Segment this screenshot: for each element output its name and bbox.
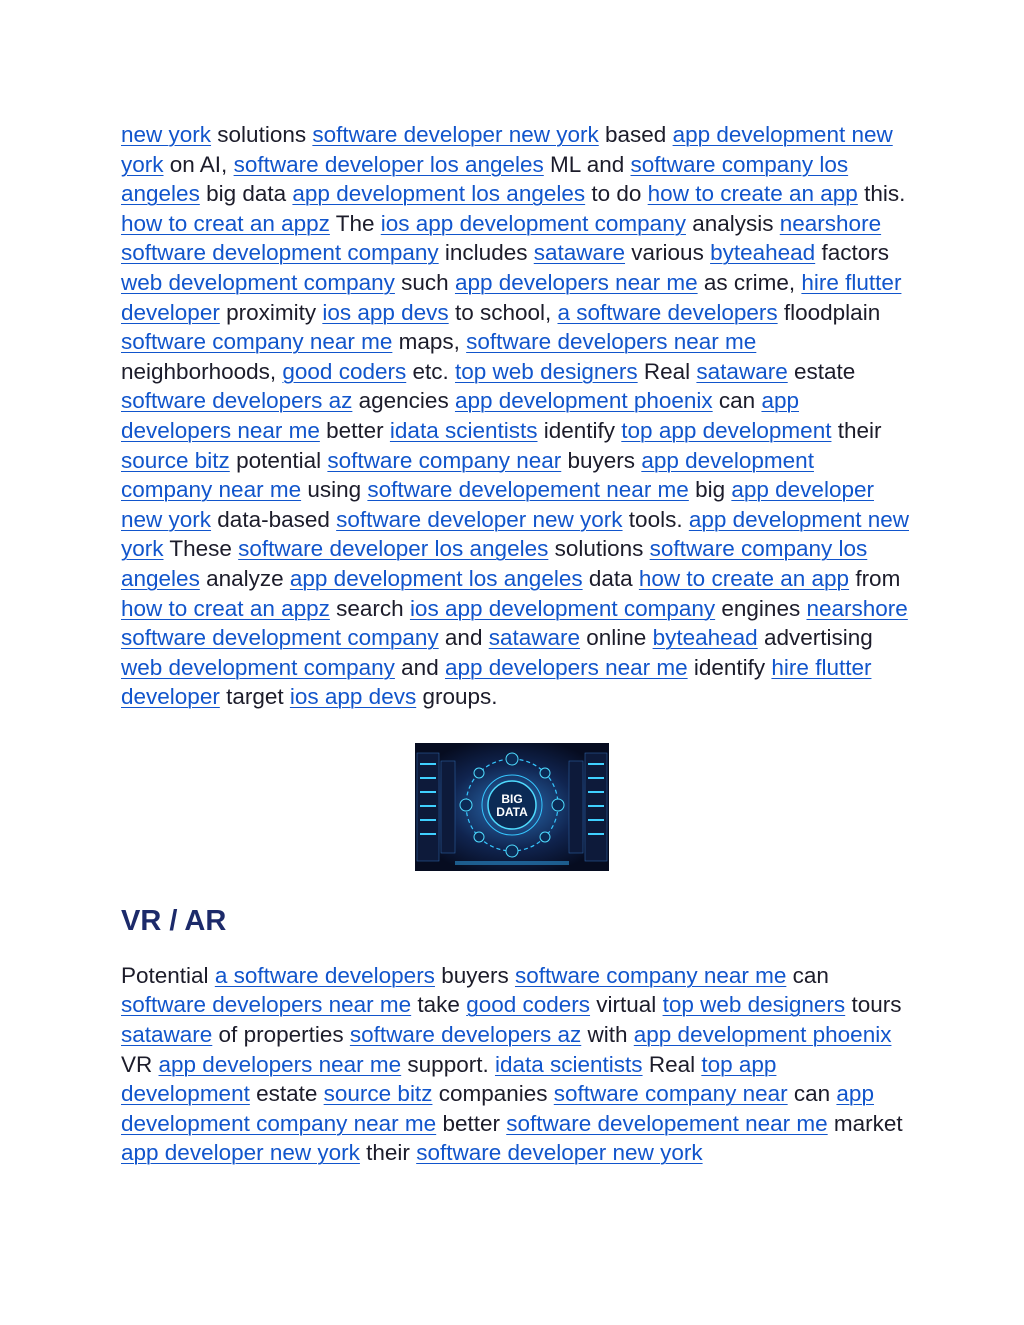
body-text: their bbox=[831, 417, 882, 443]
inline-link[interactable]: ios app development company bbox=[380, 210, 686, 236]
body-text: from bbox=[849, 565, 901, 591]
inline-link[interactable]: good coders bbox=[466, 992, 591, 1018]
body-text: and bbox=[394, 654, 445, 680]
document-page bbox=[121, 120, 911, 1168]
inline-link[interactable]: byteahead bbox=[652, 625, 758, 651]
body-text: better bbox=[319, 417, 390, 443]
inline-link[interactable]: app developer new york bbox=[121, 1140, 360, 1166]
body-text: buyers bbox=[561, 447, 642, 473]
inline-link[interactable]: software company near bbox=[553, 1081, 788, 1107]
big-data-illustration-icon bbox=[415, 743, 609, 871]
inline-link[interactable]: software developer new york bbox=[336, 506, 623, 532]
body-text: These bbox=[163, 536, 239, 562]
body-text: Potential bbox=[121, 962, 215, 988]
inline-link[interactable]: software developers az bbox=[349, 1022, 582, 1048]
inline-link[interactable]: software developement near me bbox=[506, 1110, 828, 1136]
body-text: agencies bbox=[352, 388, 455, 414]
inline-link[interactable]: app development los angeles bbox=[292, 181, 586, 207]
inline-link[interactable]: software developer los angeles bbox=[233, 151, 544, 177]
inline-link[interactable]: software developers near me bbox=[121, 992, 412, 1018]
inline-link[interactable]: top web designers bbox=[662, 992, 846, 1018]
inline-link[interactable]: idata scientists bbox=[494, 1051, 643, 1077]
inline-link[interactable]: byteahead bbox=[710, 240, 816, 266]
body-text: support. bbox=[401, 1051, 495, 1077]
body-text: to do bbox=[585, 181, 648, 207]
inline-link[interactable]: app developer new york bbox=[121, 477, 874, 532]
body-text: as crime, bbox=[697, 269, 802, 295]
inline-link[interactable]: app developers near me bbox=[454, 269, 698, 295]
body-text: analyze bbox=[199, 565, 290, 591]
body-text: includes bbox=[438, 240, 534, 266]
inline-link[interactable]: software developers near me bbox=[466, 329, 757, 355]
body-text: estate bbox=[787, 358, 856, 384]
inline-link[interactable]: how to create an app bbox=[638, 565, 850, 591]
inline-link[interactable]: app development new york bbox=[121, 506, 909, 562]
body-text: identify bbox=[687, 654, 772, 680]
inline-link[interactable]: sataware bbox=[696, 358, 788, 384]
inline-link[interactable]: hire flutter developer bbox=[121, 269, 902, 325]
inline-link[interactable]: good coders bbox=[282, 358, 407, 384]
body-text: etc. bbox=[406, 358, 456, 384]
body-text: factors bbox=[815, 240, 889, 266]
inline-link[interactable]: ios app devs bbox=[322, 299, 449, 325]
inline-link[interactable]: top app development bbox=[621, 417, 832, 443]
body-text: can bbox=[786, 962, 829, 988]
inline-link[interactable]: source bitz bbox=[121, 447, 230, 473]
inline-link[interactable]: top app development bbox=[121, 1051, 777, 1107]
inline-link[interactable]: ios app development company bbox=[409, 595, 716, 621]
body-text: can bbox=[712, 388, 762, 414]
svg-text:DATA: DATA bbox=[496, 804, 528, 819]
inline-link[interactable]: how to creat an appz bbox=[121, 595, 330, 621]
inline-link[interactable]: ios app devs bbox=[289, 684, 417, 710]
inline-link[interactable]: idata scientists bbox=[389, 417, 538, 443]
body-text: Real bbox=[637, 358, 697, 384]
body-text: to school, bbox=[448, 299, 558, 325]
body-text: analysis bbox=[685, 210, 780, 236]
inline-link[interactable]: software developers az bbox=[121, 388, 353, 414]
inline-link[interactable]: web development company bbox=[121, 654, 395, 680]
figure-container bbox=[121, 743, 911, 873]
body-text: better bbox=[436, 1110, 507, 1136]
inline-link[interactable]: app development phoenix bbox=[633, 1022, 892, 1048]
body-text: based bbox=[598, 122, 673, 147]
inline-link[interactable]: app development phoenix bbox=[454, 388, 713, 414]
inline-link[interactable]: source bitz bbox=[323, 1081, 433, 1107]
inline-link[interactable]: app development new york bbox=[121, 122, 893, 177]
body-text: floodplain bbox=[777, 299, 881, 325]
body-text: online bbox=[580, 625, 653, 651]
inline-link[interactable]: software company near bbox=[327, 447, 562, 473]
body-text: virtual bbox=[590, 992, 663, 1018]
body-text: various bbox=[625, 240, 711, 266]
body-text: VR bbox=[121, 1051, 159, 1077]
inline-link[interactable]: software developement near me bbox=[367, 477, 689, 503]
inline-link[interactable]: top web designers bbox=[455, 358, 638, 384]
body-text: data-based bbox=[211, 506, 337, 532]
inline-link[interactable]: a software developers bbox=[214, 962, 435, 988]
inline-link[interactable]: app development company near me bbox=[121, 447, 814, 503]
body-text: maps, bbox=[392, 329, 467, 355]
body-text: this. bbox=[857, 181, 906, 207]
inline-link[interactable]: nearshore software development company bbox=[121, 210, 882, 266]
body-text: The bbox=[329, 210, 381, 236]
paragraph-2 bbox=[121, 961, 911, 1168]
inline-link[interactable]: hire flutter developer bbox=[121, 654, 872, 710]
inline-link[interactable]: app development los angeles bbox=[289, 565, 583, 591]
inline-link[interactable]: how to creat an appz bbox=[121, 210, 330, 236]
body-text: big bbox=[688, 477, 732, 503]
inline-link[interactable]: software company los angeles bbox=[121, 151, 849, 207]
inline-link[interactable]: app developers near me bbox=[444, 654, 688, 680]
body-text: target bbox=[219, 684, 290, 710]
body-text: engines bbox=[715, 595, 807, 621]
body-text: such bbox=[394, 269, 455, 295]
body-text: buyers bbox=[434, 962, 515, 988]
inline-link[interactable]: app development company near me bbox=[121, 1081, 874, 1136]
inline-link[interactable]: app developers near me bbox=[121, 388, 799, 443]
body-text: and bbox=[438, 625, 489, 651]
paragraph-1 bbox=[121, 120, 911, 712]
inline-link[interactable]: software company los angeles bbox=[121, 536, 868, 591]
inline-link[interactable]: software company near me bbox=[514, 962, 787, 988]
body-text: can bbox=[787, 1081, 837, 1107]
inline-link[interactable]: software developer los angeles bbox=[238, 536, 549, 562]
inline-link[interactable]: software developer new york bbox=[416, 1140, 703, 1166]
svg-text:BIG: BIG bbox=[501, 791, 523, 806]
inline-link[interactable]: new york bbox=[121, 122, 212, 147]
inline-link[interactable]: app developers near me bbox=[158, 1051, 402, 1077]
body-text: potential bbox=[229, 447, 328, 473]
body-text: with bbox=[581, 1022, 634, 1048]
body-text: using bbox=[301, 477, 368, 503]
body-text: of properties bbox=[212, 1022, 350, 1048]
inline-link[interactable]: nearshore software development company bbox=[121, 595, 908, 651]
inline-link[interactable]: software developer new york bbox=[312, 122, 599, 147]
body-text: tours bbox=[845, 992, 902, 1018]
inline-link[interactable]: sataware bbox=[533, 240, 626, 266]
section-heading: VR / AR bbox=[121, 904, 227, 937]
inline-link[interactable]: a software developers bbox=[557, 299, 778, 325]
body-text: solutions bbox=[548, 536, 650, 562]
body-text: search bbox=[329, 595, 410, 621]
body-text: identify bbox=[537, 417, 622, 443]
big-data-image bbox=[415, 743, 609, 871]
body-text: proximity bbox=[219, 299, 323, 325]
body-text: their bbox=[359, 1140, 417, 1166]
inline-link[interactable]: web development company bbox=[121, 269, 395, 295]
inline-link[interactable]: sataware bbox=[121, 1022, 213, 1048]
body-text: solutions bbox=[211, 122, 313, 147]
body-text: advertising bbox=[757, 625, 873, 651]
body-text: tools. bbox=[622, 506, 689, 532]
body-text: data bbox=[582, 565, 639, 591]
body-text: groups. bbox=[416, 684, 498, 710]
inline-link[interactable]: software company near me bbox=[121, 329, 393, 355]
body-text: take bbox=[411, 992, 467, 1018]
body-text: companies bbox=[432, 1081, 554, 1107]
inline-link[interactable]: how to create an app bbox=[647, 181, 858, 207]
inline-link[interactable]: sataware bbox=[488, 625, 581, 651]
body-text: neighborhoods, bbox=[121, 358, 283, 384]
body-text: estate bbox=[249, 1081, 324, 1107]
body-text: ML and bbox=[543, 151, 631, 177]
body-text: market bbox=[827, 1110, 903, 1136]
body-text: on AI, bbox=[163, 151, 234, 177]
body-text: Real bbox=[642, 1051, 702, 1077]
body-text: big data bbox=[199, 181, 293, 207]
